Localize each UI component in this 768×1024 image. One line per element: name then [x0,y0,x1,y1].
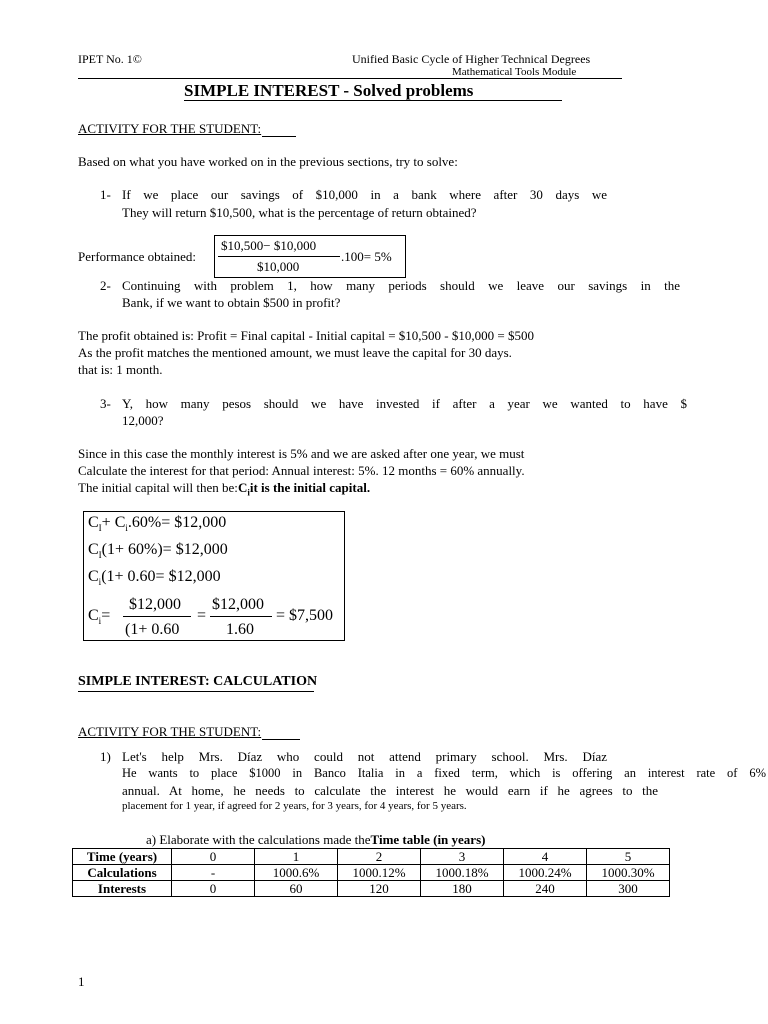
table-cell: 1000.18% [421,865,504,881]
profit-line1: The profit obtained is: Profit = Final capital - Initial capital = $10,500 - $10,000 = $500 [78,328,534,343]
table-cell: 300 [587,881,670,897]
title-underline [184,100,562,101]
profit-line2: As the profit matches the mentioned amount, we must leave the capital for 30 days. [78,345,512,360]
since-line3 [78,480,370,498]
equation-4-num1: $12,000 [129,596,181,613]
equation-4-den1: (1+ 0.60 [125,621,180,638]
sub-question-a-text: a) Elaborate with the calculations made the [146,832,371,847]
table-cell: Calculations [73,865,172,881]
performance-numerator: $10,500− $10,000 [221,238,317,253]
table-cell: 120 [338,881,421,897]
profit-line3: that is: 1 month. [78,362,163,377]
question-line3: annual. At home, he needs to calculate the interest he would earn if he agrees to the [122,783,658,798]
equation-4-lhs: $C_i=$ [88,607,111,627]
table-cell: 2 [338,849,421,865]
sub-question-a-bold: Time table (in years) [370,832,486,847]
problem-2-number: 2- [100,278,111,293]
equation-4-den2: 1.60 [226,621,254,638]
table-cell: 180 [421,881,504,897]
header-rule [78,78,622,79]
performance-tail: .100= 5% [341,249,392,264]
equation-4-result: = $7,500 [276,607,334,624]
table-cell: 0 [172,849,255,865]
section-2-heading: SIMPLE INTEREST: CALCULATION [78,674,318,689]
page-title [184,81,473,101]
table-cell: 1000.12% [338,865,421,881]
problem-1-number: 1- [100,187,111,202]
table-cell: - [172,865,255,881]
table-cell: 1000.30% [587,865,670,881]
header-right-line2: Mathematical Tools Module [452,66,577,78]
section-2-underline [78,691,314,692]
problem-3-number: 3- [100,396,111,411]
performance-label: Performance obtained: [78,249,197,264]
question-line1: Let's help Mrs. Díaz who could not attend primary school. Mrs. Díaz [122,749,607,764]
problem-2-line2: Bank, if we want to obtain $500 in profit? [122,295,341,310]
table-cell: 0 [172,881,255,897]
performance-denominator: $10,000 [257,259,300,274]
time-table [72,848,670,897]
activity-heading-2: ACTIVITY FOR THE STUDENT: [78,724,262,739]
since-line2: Calculate the interest for that period: Annual interest: 5%. 12 months = 60% annually. [78,463,525,478]
question-line4: placement for 1 year, if agreed for 2 years, for 3 years, for 4 years, for 5 years. [122,800,467,812]
since-line3-bold: it is the initial capital. [249,480,371,495]
question-number: 1) [100,749,111,764]
problem-1-line2: They will return $10,500, what is the percentage of return obtained? [122,205,477,220]
page-number: 1 [78,974,85,989]
table-cell: 4 [504,849,587,865]
equation-1: $C_I+ C_i.60\%=$ $12,000 [88,514,227,534]
table-row [73,881,670,897]
table-row [73,849,670,865]
performance-fraction-bar [218,256,340,257]
table-cell: 60 [255,881,338,897]
table-cell: Time (years) [73,849,172,865]
table-cell: 1 [255,849,338,865]
table-cell: 1000.6% [255,865,338,881]
equation-4-bar1 [123,616,191,617]
since-line3-text: The initial capital will then be: [78,480,238,495]
sub-question-a [146,832,485,848]
activity-heading-2-tail [262,739,300,740]
since-line3-sub: i [247,487,250,498]
equation-3: $C_i(1+ 0.60=$ $12,000 [88,568,221,588]
table-cell: 240 [504,881,587,897]
since-line1: Since in this case the monthly interest is 5% and we are asked after one year, we must [78,446,525,461]
activity-heading-1: ACTIVITY FOR THE STUDENT: [78,121,262,136]
problem-3-line2: 12,000? [122,413,164,428]
intro-text: Based on what you have worked on in the previous sections, try to solve: [78,154,458,169]
equation-4-bar2 [210,616,272,617]
problem-1-line1: If we place our savings of $10,000 in a bank where after 30 days we [122,187,607,202]
table-cell: 3 [421,849,504,865]
header-right-line1: Unified Basic Cycle of Higher Technical Degrees [352,52,591,66]
activity-heading-1-tail [262,136,296,137]
equation-4-num2: $12,000 [212,596,264,613]
table-cell: 5 [587,849,670,865]
title-main: SIMPLE INTEREST [184,81,340,100]
title-suffix: - Solved problems [339,81,474,100]
equation-2: $C_I(1+ 60\%)=$ $12,000 [88,541,228,561]
problem-2-line1: Continuing with problem 1, how many periods should we leave our savings in the [122,278,680,293]
table-row [73,865,670,881]
problem-3-line1: Y, how many pesos should we have invested if after a year we wanted to have $ [122,396,687,411]
table-cell: 1000.24% [504,865,587,881]
equation-4-eq: = [197,607,207,624]
table-cell: Interests [73,881,172,897]
header-left: IPET No. 1© [78,52,142,66]
question-line2: He wants to place $1000 in Banco Italia in a fixed term, which is offering an interest rate of 6% [122,766,766,780]
since-line3-symbol: C [237,480,248,495]
